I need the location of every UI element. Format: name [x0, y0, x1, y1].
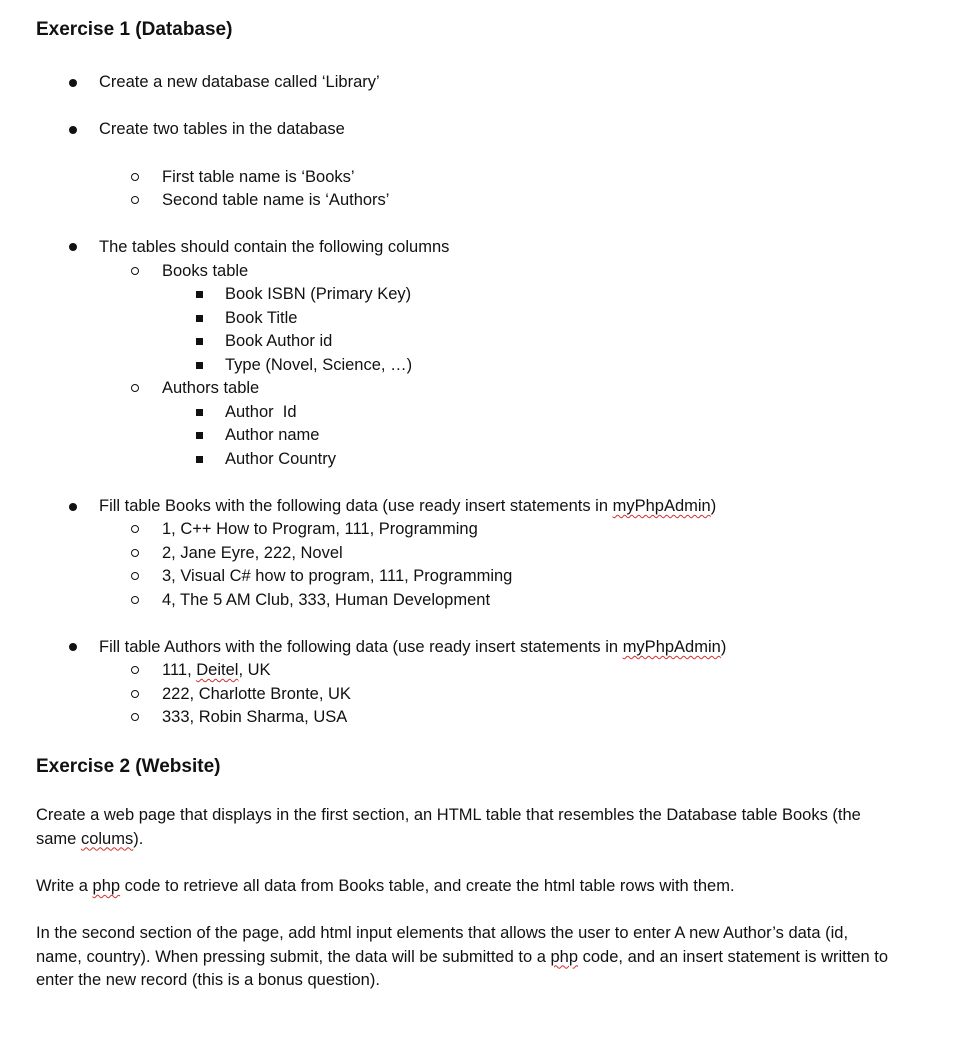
item-fill-authors-close: )	[720, 638, 727, 656]
item-fill-authors	[99, 637, 726, 657]
p1-text: Create a web page that displays in the first section, an HTML table that resembles the Database table Books (the same	[36, 806, 861, 848]
bullet-disc-icon	[69, 126, 77, 134]
bullet-circle-icon	[131, 666, 139, 674]
authors-table-label: Authors table	[162, 379, 260, 397]
p3-php-word: php	[550, 947, 579, 966]
p1-end: ).	[133, 829, 144, 848]
books-column: Book Title	[225, 309, 298, 327]
item-fill-books-close: )	[710, 497, 717, 515]
bullet-square-icon	[196, 409, 203, 416]
books-column: Book Author id	[225, 332, 333, 350]
books-column: Book ISBN (Primary Key)	[225, 285, 412, 303]
bullet-square-icon	[196, 315, 203, 322]
bullet-circle-icon	[131, 690, 139, 698]
bullet-square-icon	[196, 432, 203, 439]
bullet-circle-icon	[131, 572, 139, 580]
books-table-label: Books table	[162, 262, 249, 280]
author-name-deitel: Deitel	[196, 661, 239, 679]
bullet-disc-icon	[69, 79, 77, 87]
item-create-database: Create a new database called ‘Library’	[99, 73, 380, 91]
books-row: 2, Jane Eyre, 222, Novel	[162, 544, 343, 562]
authors-column: Author name	[225, 426, 320, 444]
item-fill-books-text: Fill table Books with the following data (use ready insert statements in	[99, 497, 613, 515]
bullet-circle-icon	[131, 173, 139, 181]
bullet-square-icon	[196, 456, 203, 463]
bullet-circle-icon	[131, 713, 139, 721]
bullet-square-icon	[196, 338, 203, 345]
bullet-circle-icon	[131, 196, 139, 204]
p3-end: code, and an insert statement is written to enter the new record (this is a bonus question).	[36, 947, 889, 989]
authors-column: Author Country	[225, 450, 336, 468]
bullet-circle-icon	[131, 525, 139, 533]
exercise1-heading: Exercise 1 (Database)	[36, 19, 233, 40]
myphpadmin-term: myPhpAdmin	[612, 497, 711, 515]
books-row: 4, The 5 AM Club, 333, Human Development	[162, 591, 491, 609]
p1-misspelled-word: colums	[80, 829, 134, 848]
books-row: 1, C++ How to Program, 111, Programming	[162, 520, 478, 538]
item-fill-authors-text: Fill table Authors with the following data (use ready insert statements in	[99, 638, 623, 656]
item-columns: The tables should contain the following columns	[99, 238, 450, 256]
books-row: 3, Visual C# how to program, 111, Programming	[162, 567, 513, 585]
bullet-square-icon	[196, 362, 203, 369]
exercise2-paragraph-1	[36, 804, 896, 851]
table-name-books: First table name is ‘Books’	[162, 168, 355, 186]
exercise2-paragraph-2	[36, 875, 896, 899]
author-country: , UK	[238, 661, 271, 679]
bullet-circle-icon	[131, 549, 139, 557]
exercise2-heading: Exercise 2 (Website)	[36, 756, 221, 777]
author-id: 111,	[162, 661, 197, 679]
p2-start: Write a	[36, 877, 93, 895]
authors-row: 222, Charlotte Bronte, UK	[162, 685, 351, 703]
bullet-disc-icon	[69, 643, 77, 651]
bullet-circle-icon	[131, 596, 139, 604]
authors-row: 333, Robin Sharma, USA	[162, 708, 348, 726]
exercise2-paragraph-3	[36, 922, 896, 993]
bullet-disc-icon	[69, 503, 77, 511]
bullet-disc-icon	[69, 243, 77, 251]
table-name-authors: Second table name is ‘Authors’	[162, 191, 390, 209]
item-fill-books	[99, 496, 716, 516]
p2-end: code to retrieve all data from Books table, and create the html table rows with them.	[120, 877, 735, 895]
authors-row	[162, 660, 271, 680]
bullet-circle-icon	[131, 267, 139, 275]
p3-start: In the second section of the page, add html input elements that allows the user to enter A new Author’s data (id, name, country). When pressing submit, the data will be submitted to a	[36, 924, 849, 966]
books-column: Type (Novel, Science, …)	[225, 356, 413, 374]
bullet-circle-icon	[131, 384, 139, 392]
item-create-tables: Create two tables in the database	[99, 120, 345, 138]
authors-column: Author Id	[225, 403, 297, 421]
p2-php-word: php	[92, 877, 121, 895]
myphpadmin-term: myPhpAdmin	[622, 638, 721, 656]
bullet-square-icon	[196, 291, 203, 298]
